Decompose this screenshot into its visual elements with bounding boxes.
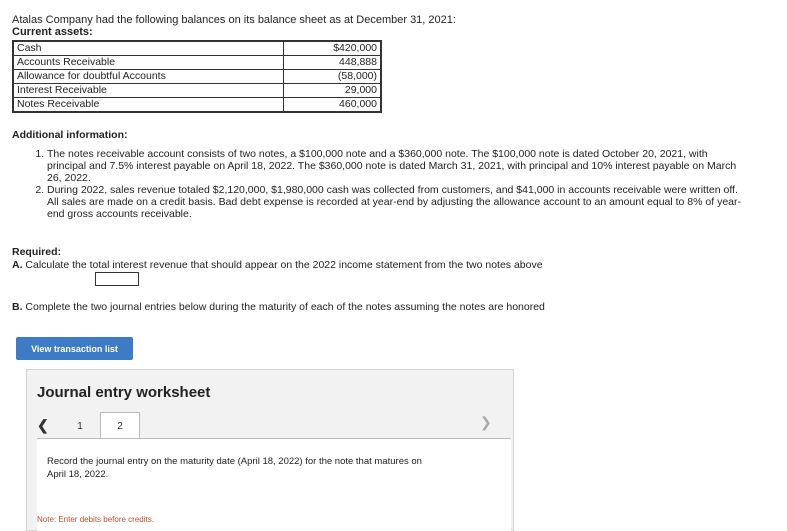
current-assets-label: Current assets: xyxy=(12,26,93,38)
balance-name: Cash xyxy=(13,41,284,56)
intro-text: Atalas Company had the following balances on its balance sheet as at December 31, 2021: xyxy=(12,14,456,26)
requirement-a-prefix: A. xyxy=(12,259,23,271)
table-row xyxy=(13,41,381,56)
info-list xyxy=(12,148,747,220)
table-row xyxy=(13,98,381,113)
requirement-b xyxy=(12,301,545,313)
table-row xyxy=(13,70,381,84)
worksheet-title: Journal entry worksheet xyxy=(37,384,211,401)
balance-value: (58,000) xyxy=(284,70,382,84)
required-heading: Required: xyxy=(12,246,62,258)
balance-name: Interest Receivable xyxy=(13,84,284,98)
view-transaction-list-button[interactable]: View transaction list xyxy=(16,337,133,360)
balance-name: Allowance for doubtful Accounts xyxy=(13,70,284,84)
requirement-b-text: Complete the two journal entries below during the maturity of each of the notes assuming the notes are honored xyxy=(22,301,545,313)
worksheet-note: Note: Enter debits before credits. xyxy=(37,515,154,524)
chevron-right-icon[interactable]: ❯ xyxy=(480,414,492,430)
list-item: 2. During 2022, sales revenue totaled $2,120,000, $1,980,000 cash was collected from customers, and $41,000 in accounts receivable were written off. All sales are made on a credit basis. Bad debt expense is recorded at year-end by adjusting the allowance account to an amount equal to 8% of year-end gross accounts receivable. xyxy=(47,184,747,220)
requirement-b-prefix: B. xyxy=(12,301,23,313)
worksheet-instruction: Record the journal entry on the maturity date (April 18, 2022) for the note that matures on April 18, 2022. xyxy=(47,456,422,480)
balance-table xyxy=(12,40,382,113)
balance-value: $420,000 xyxy=(284,41,382,56)
table-row xyxy=(13,56,381,70)
additional-info-heading: Additional information: xyxy=(12,129,128,141)
worksheet-panel xyxy=(37,438,511,531)
balance-name: Accounts Receivable xyxy=(13,56,284,70)
requirement-a xyxy=(12,259,543,271)
chevron-left-icon[interactable]: ❮ xyxy=(37,417,49,433)
balance-value: 460,000 xyxy=(284,98,382,113)
balance-value: 448,888 xyxy=(284,56,382,70)
requirement-a-text: Calculate the total interest revenue that should appear on the 2022 income statement from the two notes above xyxy=(22,259,543,271)
interest-revenue-input[interactable] xyxy=(95,272,139,286)
balance-value: 29,000 xyxy=(284,84,382,98)
balance-name: Notes Receivable xyxy=(13,98,284,113)
tab-entry-1[interactable]: 1 xyxy=(77,420,83,432)
list-item: 1. The notes receivable account consists of two notes, a $100,000 note and a $360,000 note. The $100,000 note is dated October 20, 2021, with principal and 7.5% interest payable on April 18, 2022. The $360,000 note is dated March 31, 2021, with principal and 10% interest payable on March 26, 2022. xyxy=(47,148,747,184)
tab-entry-2[interactable]: 2 xyxy=(100,412,140,439)
journal-entry-worksheet xyxy=(26,369,514,531)
table-row xyxy=(13,84,381,98)
